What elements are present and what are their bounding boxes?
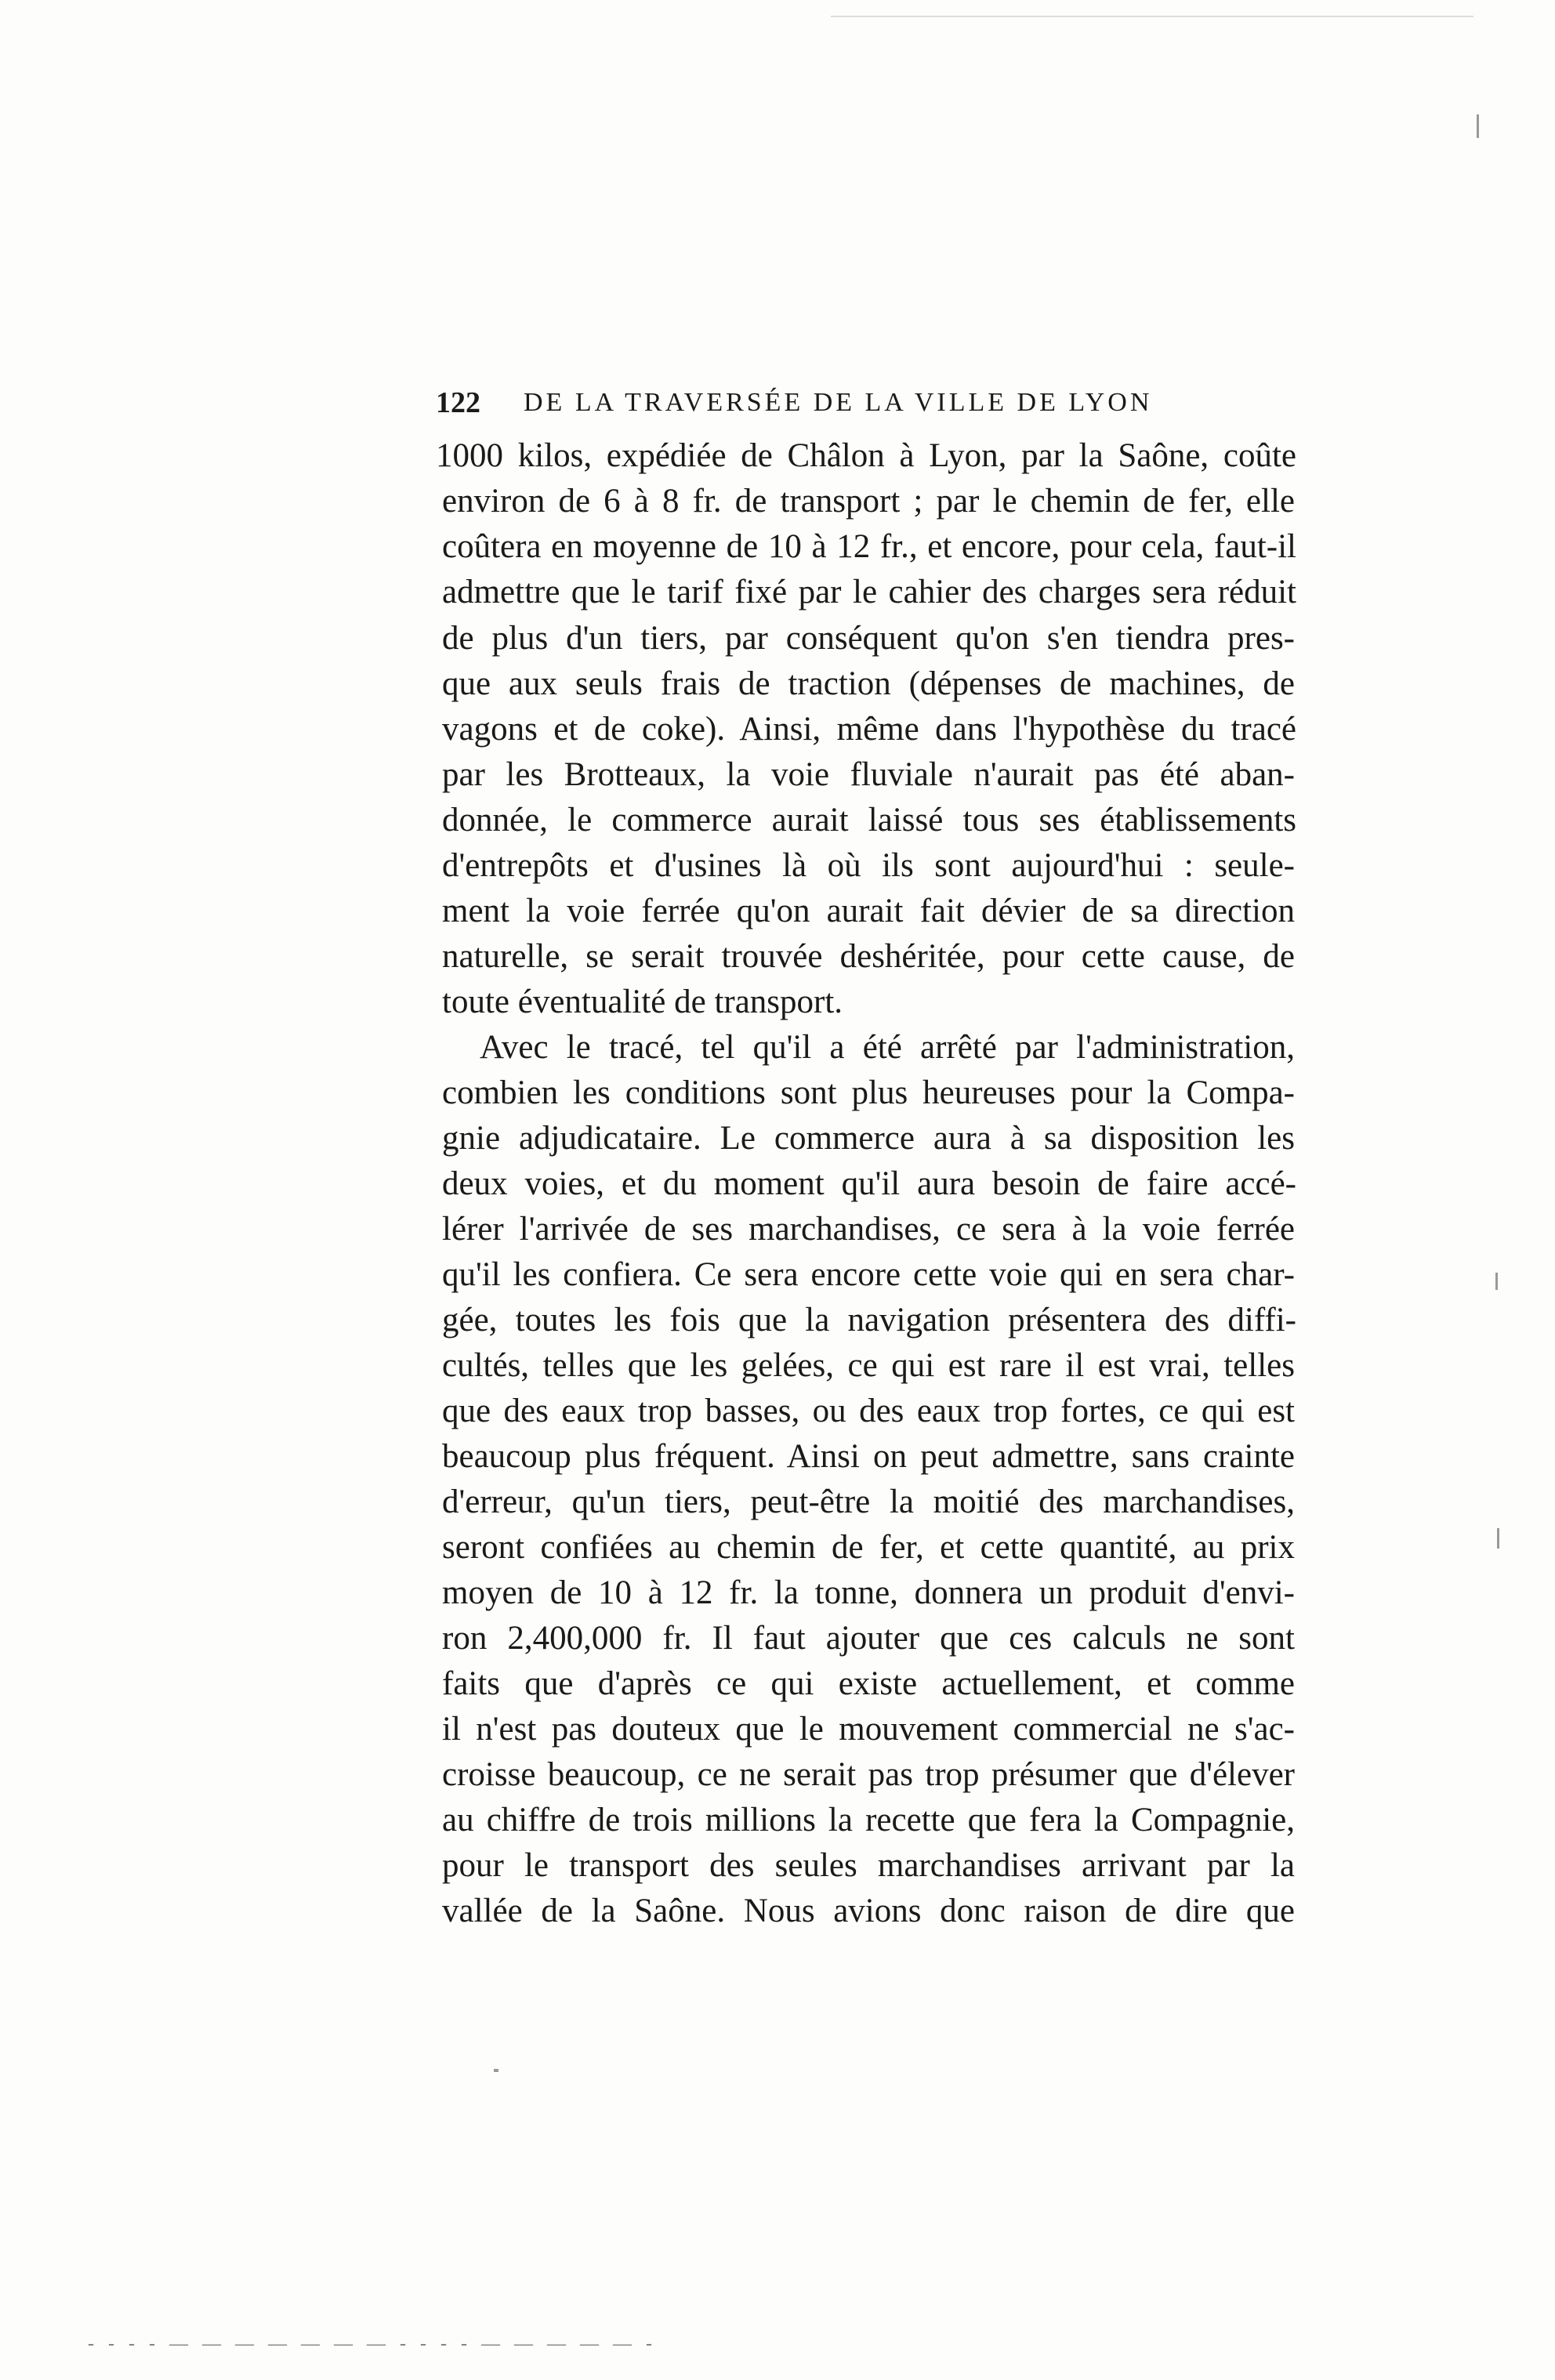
text-line: ment la voie ferrée qu'on aurait fait dévier de sa direction xyxy=(442,893,1295,929)
text-line: au chiffre de trois millions la recette que fera la Compagnie, xyxy=(442,1802,1295,1838)
text-line: moyen de 10 à 12 fr. la tonne, donnera un produit d'envi- xyxy=(442,1574,1295,1611)
text-line: d'entrepôts et d'usines là où ils sont aujourd'hui : seule- xyxy=(442,847,1295,884)
text-line: croisse beaucoup, ce ne serait pas trop présumer que d'élever xyxy=(442,1756,1295,1793)
text-line: que des eaux trop basses, ou des eaux trop fortes, ce qui est xyxy=(442,1393,1295,1429)
text-line: coûtera en moyenne de 10 à 12 fr., et encore, pour cela, faut-il xyxy=(442,528,1296,565)
text-line: admettre que le tarif fixé par le cahier des charges sera réduit xyxy=(442,574,1296,610)
text-line: faits que d'après ce qui existe actuellement, et comme xyxy=(442,1665,1295,1702)
text-line: pour le transport des seules marchandises arrivant par la xyxy=(442,1847,1295,1884)
scan-edge: - - - - — — — — — — — - - - - — — — — — - xyxy=(88,2334,657,2354)
text-line: gée, toutes les fois que la navigation présentera des diffi- xyxy=(442,1302,1296,1339)
scan-speck xyxy=(1497,1528,1499,1549)
running-title: DE LA TRAVERSÉE DE LA VILLE DE LYON xyxy=(524,388,1153,417)
text-line: gnie adjudicataire. Le commerce aura à sa disposition les xyxy=(442,1120,1295,1157)
text-line: deux voies, et du moment qu'il aura besoin de faire accé- xyxy=(442,1165,1296,1202)
page-number: 122 xyxy=(436,386,480,419)
text-line: lérer l'arrivée de ses marchandises, ce sera à la voie ferrée xyxy=(442,1211,1295,1248)
text-line: par les Brotteaux, la voie fluviale n'aurait pas été aban- xyxy=(442,756,1295,793)
text-line: 1000 kilos, expédiée de Châlon à Lyon, par la Saône, coûte xyxy=(436,437,1296,474)
text-line: environ de 6 à 8 fr. de transport ; par le chemin de fer, elle xyxy=(442,483,1295,520)
scan-speck xyxy=(494,2069,498,2072)
text-line: cultés, telles que les gelées, ce qui est rare il est vrai, telles xyxy=(442,1347,1295,1384)
page-header xyxy=(436,379,1298,426)
text-line: seront confiées au chemin de fer, et cette quantité, au prix xyxy=(442,1529,1295,1566)
scan-speck xyxy=(1477,114,1479,138)
text-line: qu'il les confiera. Ce sera encore cette voie qui en sera char- xyxy=(442,1256,1295,1293)
text-line: donnée, le commerce aurait laissé tous ses établissements xyxy=(442,802,1296,839)
text-line: vagons et de coke). Ainsi, même dans l'hypothèse du tracé xyxy=(442,711,1296,748)
text-line: beaucoup plus fréquent. Ainsi on peut admettre, sans crainte xyxy=(442,1438,1295,1475)
text-line: de plus d'un tiers, par conséquent qu'on s'en tiendra pres- xyxy=(442,620,1295,657)
text-line: il n'est pas douteux que le mouvement commercial ne s'ac- xyxy=(442,1711,1295,1748)
text-line: d'erreur, qu'un tiers, peut-être la moitié des marchandises, xyxy=(442,1483,1295,1520)
scan-speck xyxy=(1495,1273,1498,1290)
text-line: que aux seuls frais de traction (dépenses de machines, de xyxy=(442,665,1295,702)
text-line: Avec le tracé, tel qu'il a été arrêté par l'administration, xyxy=(480,1029,1295,1066)
text-line: toute éventualité de transport. xyxy=(442,984,843,1020)
text-line: ron 2,400,000 fr. Il faut ajouter que ces calculs ne sont xyxy=(442,1620,1295,1657)
scan-edge xyxy=(831,16,1473,17)
text-line: naturelle, se serait trouvée deshéritée, pour cette cause, de xyxy=(442,938,1295,975)
text-line: vallée de la Saône. Nous avions donc raison de dire que xyxy=(442,1893,1295,1929)
text-line: combien les conditions sont plus heureuses pour la Compa- xyxy=(442,1074,1295,1111)
